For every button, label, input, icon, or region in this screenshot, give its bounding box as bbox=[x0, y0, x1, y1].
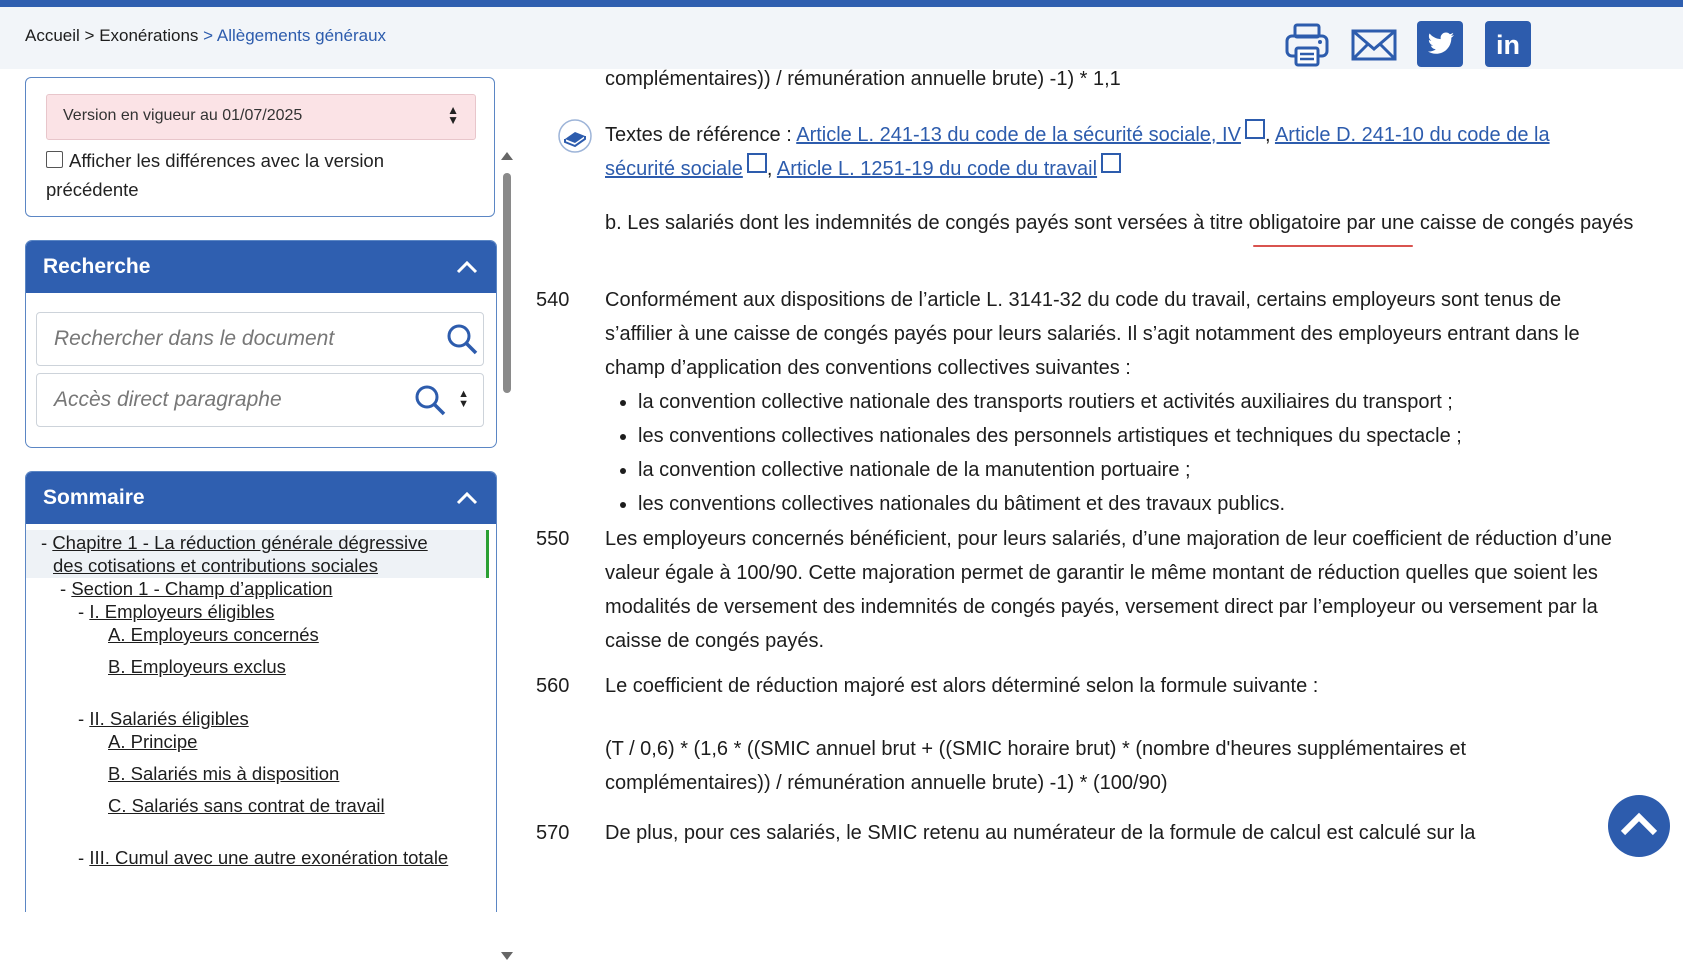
toc-link-principe[interactable]: A. Principe bbox=[108, 731, 198, 752]
breadcrumb-separator: > bbox=[79, 26, 100, 45]
paragraph-540-text: Conformément aux dispositions de l’article L. 3141-32 du code du travail, certains employeurs sont tenus de s’affilier à une caisse de congés payés pour leurs salariés. Il s’agit notamment des employeurs entrant dans le champ d’application des conventions collectives suivantes : bbox=[605, 289, 1580, 379]
paragraph-550: Les employeurs concernés bénéficient, pour leurs salariés, d’une majoration de leur coefficient de réduction d’une valeur égale à 100/90. Cette majoration permet de garantir le même montant de réduction quelles que soient les modalités de versement des indemnités de congés payés, versement direct par l’employeur ou versement par la caisse de congés payés. bbox=[605, 528, 1612, 652]
breadcrumb-current[interactable]: Allègements généraux bbox=[216, 26, 387, 45]
paragraph-number: 540 bbox=[536, 289, 570, 311]
paragraph-b: b. Les salariés dont les indemnités de congés payés sont versées à titre obligatoire par une caisse de congés payés bbox=[605, 212, 1634, 234]
summary-panel-title: Sommaire bbox=[43, 486, 145, 509]
toc-item bbox=[78, 708, 249, 730]
version-box bbox=[25, 77, 495, 217]
top-accent-bar bbox=[0, 0, 1683, 7]
toc-link-salaries-sans-contrat[interactable]: C. Salariés sans contrat de travail bbox=[108, 795, 385, 816]
search-icon[interactable] bbox=[413, 383, 447, 417]
ref-link-l241-13[interactable]: Article L. 241-13 du code de la sécurité sociale, IV bbox=[796, 124, 1241, 146]
toc-item bbox=[108, 624, 319, 646]
diff-checkbox[interactable] bbox=[46, 151, 63, 168]
toc-bullet: - bbox=[41, 532, 53, 553]
breadcrumb-section[interactable]: Exonérations bbox=[99, 26, 199, 45]
toc-item bbox=[108, 656, 286, 678]
paragraph-560: Le coefficient de réduction majoré est alors déterminé selon la formule suivante : bbox=[605, 675, 1319, 697]
scrollbar-thumb[interactable] bbox=[503, 173, 511, 393]
toc-link-section-1[interactable]: Section 1 - Champ d’application bbox=[71, 578, 333, 599]
toc-item bbox=[108, 763, 339, 785]
summary-panel bbox=[25, 471, 497, 912]
external-link-icon bbox=[1101, 153, 1121, 173]
linkedin-logo-text: in bbox=[1496, 30, 1520, 60]
toc-link-employeurs-eligibles[interactable]: I. Employeurs éligibles bbox=[89, 601, 275, 622]
select-arrows-icon[interactable]: ▲ ▼ bbox=[458, 388, 469, 410]
toc-link-salaries-eligibles[interactable]: II. Salariés éligibles bbox=[89, 708, 249, 729]
toc-bullet: - bbox=[78, 708, 90, 729]
version-select-value: Version en vigueur au 01/07/2025 bbox=[63, 107, 303, 124]
external-link-icon bbox=[747, 153, 767, 173]
select-arrows-icon: ▲ ▼ bbox=[447, 103, 459, 127]
search-icon[interactable] bbox=[445, 322, 479, 356]
toc-link-cumul[interactable]: III. Cumul avec une autre exonération totale bbox=[89, 847, 449, 868]
scroll-down-arrow-icon[interactable] bbox=[500, 951, 514, 961]
toc-link-chapter-1[interactable]: Chapitre 1 - La réduction générale dégressive bbox=[52, 532, 428, 553]
external-link-icon bbox=[1245, 119, 1265, 139]
book-icon bbox=[557, 118, 593, 154]
search-panel bbox=[25, 240, 497, 448]
list-item: • les conventions collectives nationales du bâtiment et des travaux publics. bbox=[638, 487, 1625, 521]
formula-continuation: complémentaires)) / rémunération annuelle brute) -1) * 1,1 bbox=[605, 68, 1121, 90]
document-search-placeholder: Rechercher dans le document bbox=[54, 327, 335, 350]
reference-label: Textes de référence : bbox=[605, 124, 797, 146]
paragraph-540 bbox=[605, 283, 1625, 521]
sidebar-scrollbar[interactable] bbox=[500, 145, 514, 975]
diff-checkbox-row[interactable] bbox=[46, 146, 476, 204]
search-panel-title: Recherche bbox=[43, 255, 151, 278]
toc-link-salaries-mis-a-disposition[interactable]: B. Salariés mis à disposition bbox=[108, 763, 340, 784]
back-to-top-button[interactable] bbox=[1608, 795, 1670, 857]
toc-item bbox=[41, 532, 428, 554]
search-panel-header[interactable] bbox=[26, 241, 496, 293]
toc-item bbox=[78, 601, 274, 623]
toc-bullet: - bbox=[60, 578, 72, 599]
twitter-icon bbox=[1417, 21, 1463, 67]
breadcrumb-home[interactable]: Accueil bbox=[25, 26, 80, 45]
convention-list bbox=[605, 385, 1625, 521]
paragraph-570: De plus, pour ces salariés, le SMIC retenu au numérateur de la formule de calcul est calculé sur la bbox=[605, 822, 1476, 844]
paragraph-number: 560 bbox=[536, 675, 570, 697]
left-sidebar bbox=[0, 69, 515, 906]
summary-panel-header[interactable] bbox=[26, 472, 496, 524]
toc-item bbox=[108, 731, 197, 753]
paragraph-access-placeholder: Accès direct paragraphe bbox=[54, 388, 282, 411]
list-item: • les conventions collectives nationales des personnels artistiques et techniques du spectacle ; bbox=[638, 419, 1625, 453]
list-item: • la convention collective nationale des transports routiers et activités auxiliaires du transport ; bbox=[638, 385, 1625, 419]
version-select[interactable] bbox=[46, 94, 476, 140]
reference-texts: Textes de référence : Article L. 241-13 du code de la sécurité sociale, IV , Article D. 241-10 du code de la sécurité sociale , Article L. 1251-19 du code du travail bbox=[605, 118, 1625, 186]
ref-link-d241-10[interactable]: Article D. 241-10 du code de la sécurité sociale bbox=[605, 124, 1550, 180]
paragraph-number: 550 bbox=[536, 528, 570, 550]
linkedin-icon bbox=[1485, 21, 1531, 67]
diff-checkbox-label: Afficher les différences avec la version précédente bbox=[46, 150, 385, 200]
breadcrumb bbox=[25, 26, 386, 46]
ref-link-l1251-19[interactable]: Article L. 1251-19 du code du travail bbox=[776, 158, 1098, 180]
header-bar bbox=[0, 7, 1683, 69]
paragraph-number: 570 bbox=[536, 822, 570, 844]
toc-link-chapter-1-cont[interactable]: des cotisations et contributions sociales bbox=[53, 555, 378, 576]
chevron-up-icon bbox=[1608, 795, 1670, 857]
list-item: • la convention collective nationale de la manutention portuaire ; bbox=[638, 453, 1625, 487]
document-search-input[interactable] bbox=[36, 312, 484, 366]
toc-bullet: - bbox=[78, 847, 90, 868]
toc-item bbox=[60, 578, 333, 600]
document-content bbox=[530, 69, 1683, 906]
chevron-up-icon[interactable] bbox=[455, 486, 479, 510]
toc-item bbox=[53, 555, 378, 577]
formula: (T / 0,6) * (1,6 * ((SMIC annuel brut + ((SMIC horaire brut) * (nombre d'heures supplémentaires et complémentaires)) / rémunération annuelle brute) -1) * (100/90) bbox=[605, 738, 1467, 794]
toc-item bbox=[108, 795, 385, 817]
toc-item bbox=[78, 847, 448, 869]
scroll-up-arrow-icon[interactable] bbox=[500, 151, 514, 161]
spellcheck-underline bbox=[1253, 245, 1413, 247]
toc-bullet: - bbox=[78, 601, 90, 622]
toc-link-employeurs-exclus[interactable]: B. Employeurs exclus bbox=[108, 656, 286, 677]
chevron-up-icon[interactable] bbox=[455, 255, 479, 279]
toc-link-employeurs-concernes[interactable]: A. Employeurs concernés bbox=[108, 624, 319, 645]
breadcrumb-separator: > bbox=[198, 26, 217, 45]
paragraph-access-input[interactable] bbox=[36, 373, 484, 427]
